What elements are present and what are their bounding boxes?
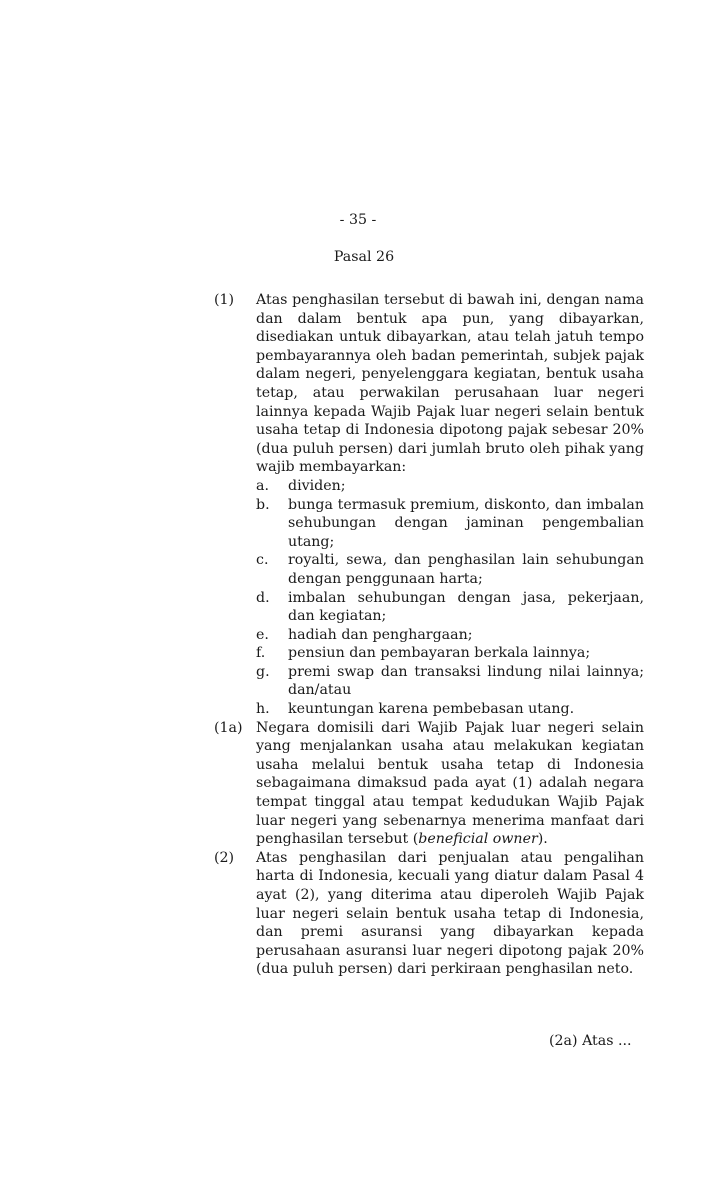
- ayat-text: Atas penghasilan tersebut di bawah ini, dengan nama dan dalam bentuk apa pun, yang dibayarkan, disediakan untuk dibayarkan, atau telah jatuh tempo pembayarannya oleh badan pemerintah, subjek pajak dalam negeri, penyelenggara kegiatan, bentuk usaha tetap, atau perwakilan perusahaan luar negeri lainnya kepada Wajib Pajak luar negeri selain bentuk usaha tetap di Indonesia dipotong pajak sebesar 20% (dua puluh persen) dari jumlah bruto oleh pihak yang wajib membayarkan:: [256, 292, 644, 476]
- list-item: [256, 496, 644, 552]
- item-text: dividen;: [288, 477, 346, 494]
- item-letter: f.: [256, 645, 266, 662]
- ayat-1: [214, 291, 644, 719]
- item-letter: h.: [256, 701, 270, 718]
- item-letter: a.: [256, 477, 269, 494]
- list-item: [256, 477, 644, 496]
- item-letter: g.: [256, 663, 270, 680]
- list-item: [256, 551, 644, 588]
- ayat-number: (2): [214, 849, 235, 866]
- catchword: (2a) Atas ...: [549, 1033, 632, 1049]
- item-text: keuntungan karena pembebasan utang.: [288, 701, 575, 718]
- item-letter: d.: [256, 589, 270, 606]
- page-number: - 35 -: [339, 212, 377, 228]
- item-list: [256, 477, 644, 719]
- ayat-number: (1): [214, 292, 235, 308]
- list-item: [256, 626, 644, 645]
- ayat-number: (1a): [214, 719, 243, 736]
- list-item: [256, 700, 644, 719]
- pasal-body: [214, 291, 644, 979]
- item-text: hadiah dan penghargaan;: [288, 626, 473, 643]
- list-item: [256, 663, 644, 700]
- item-letter: c.: [256, 552, 269, 569]
- item-text: imbalan sehubungan dengan jasa, pekerjaan, dan kegiatan;: [288, 589, 644, 625]
- item-text: premi swap dan transaksi lindung nilai lainnya; dan/atau: [288, 663, 644, 699]
- item-letter: e.: [256, 626, 269, 643]
- item-text: pensiun dan pembayaran berkala lainnya;: [288, 645, 591, 662]
- pasal-title: Pasal 26: [333, 249, 395, 265]
- ayat-2: [214, 849, 644, 979]
- beneficial-owner-term: beneficial owner: [418, 831, 538, 848]
- item-text: royalti, sewa, dan penghasilan lain sehubungan dengan penggunaan harta;: [288, 552, 644, 587]
- item-letter: b.: [256, 496, 270, 513]
- ayat-1a: [214, 719, 644, 849]
- ayat-text-main: Negara domisili dari Wajib Pajak luar negeri selain yang menjalankan usaha atau melakukan kegiatan usaha melalui bentuk usaha tetap di Indonesia sebagaimana dimaksud pada ayat (1) adalah negara tempat tinggal atau tempat kedudukan Wajib Pajak luar negeri yang sebenarnya menerima manfaat dari penghasilan tersebut (: [256, 719, 644, 848]
- list-item: [256, 644, 644, 663]
- ayat-text: Atas penghasilan dari penjualan atau pengalihan harta di Indonesia, kecuali yang diatur dalam Pasal 4 ayat (2), yang diterima atau diperoleh Wajib Pajak luar negeri selain bentuk usaha tetap di Indonesia, dan premi asuransi yang dibayarkan kepada perusahaan asuransi luar negeri dipotong pajak 20% (dua puluh persen) dari perkiraan penghasilan neto.: [256, 849, 644, 978]
- item-text: bunga termasuk premium, diskonto, dan imbalan sehubungan dengan jaminan pengembalian utang;: [288, 496, 644, 550]
- ayat-text: [256, 719, 644, 849]
- ayat-text-end: ).: [537, 831, 548, 848]
- list-item: [256, 589, 644, 626]
